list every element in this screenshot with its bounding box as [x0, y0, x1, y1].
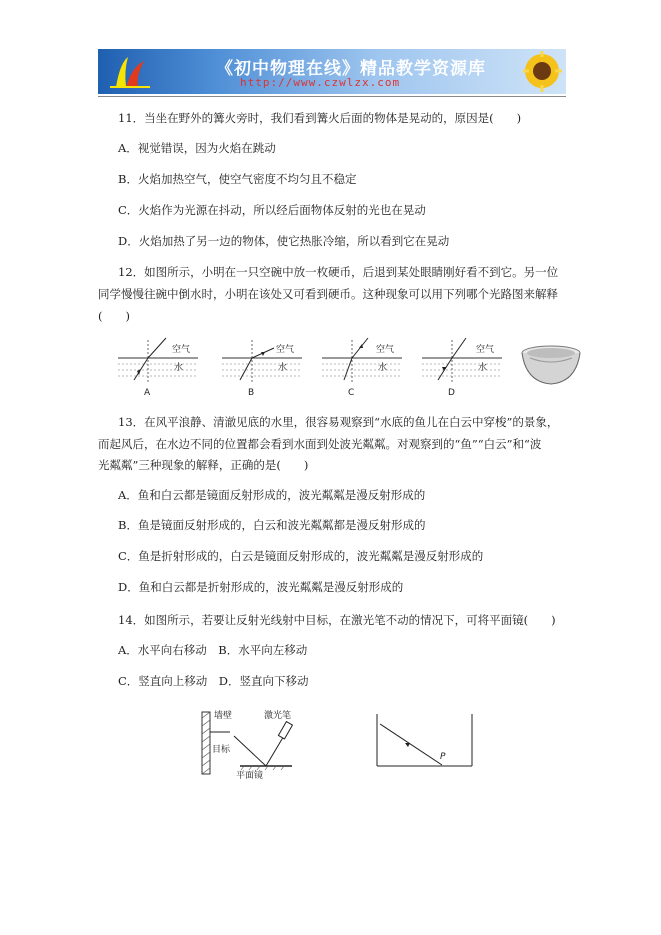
- q14-stem: 14．如图所示，若要让反射光线射中目标，在激光笔不动的情况下，可将平面镜( ): [118, 613, 556, 627]
- q12-b-water: 水: [278, 363, 288, 373]
- q12-a-letter: A: [144, 388, 151, 398]
- header-divider: [98, 96, 566, 97]
- q12-b-air: 空气: [276, 345, 295, 355]
- q12-c-water: 水: [378, 363, 388, 373]
- q12-d-letter: D: [448, 388, 455, 398]
- q14-mirror-label: 平面镜: [236, 771, 264, 781]
- q13-stem-line3: 光粼粼”三种现象的解释，正确的是( ): [98, 458, 309, 472]
- q13-option-a: A．鱼和白云都是镜面反射形成的，波光粼粼是漫反射形成的: [118, 488, 426, 502]
- q13-option-c: C．鱼是折射形成的，白云是镜面反射形成的，波光粼粼是漫反射形成的: [118, 549, 484, 563]
- q12-d-air: 空气: [476, 345, 495, 355]
- q11-option-c: C．火焰作为光源在抖动，所以经后面物体反射的光也在晃动: [118, 203, 426, 217]
- q12-figure-a: [118, 336, 198, 402]
- q12-figure-b: [222, 336, 302, 402]
- q11-option-a: A．视觉错误，因为火焰在跳动: [118, 141, 276, 155]
- q14-figure-geometry: [376, 712, 476, 772]
- q12-c-letter: C: [348, 388, 355, 398]
- banner-url[interactable]: http://www.czwlzx.com: [240, 76, 401, 89]
- q11-option-d: D．火焰加热了另一边的物体，使它热胀冷缩，所以看到它在晃动: [118, 234, 450, 248]
- header-banner: [98, 49, 566, 94]
- q14-options-line2: C．竖直向上移动 D．竖直向下移动: [118, 674, 309, 688]
- banner-title: 《初中物理在线》精品教学资源库: [216, 59, 486, 79]
- q12-c-air: 空气: [376, 345, 395, 355]
- q14-laser-label: 激光笔: [264, 711, 292, 721]
- q14-wall-label: 墙壁: [214, 711, 233, 721]
- q12-b-letter: B: [248, 388, 255, 398]
- q14-point-p: P: [440, 752, 446, 762]
- sunflower-icon: [520, 51, 564, 92]
- q13-option-d: D．鱼和白云都是折射形成的，波光粼粼是漫反射形成的: [118, 580, 404, 594]
- q12-figure-d: [422, 336, 502, 402]
- q12-figure-c: [322, 336, 402, 402]
- q12-d-water: 水: [478, 363, 488, 373]
- reflection-geometry-diagram: [376, 712, 476, 772]
- q11-option-b: B．火焰加热空气，使空气密度不均匀且不稳定: [118, 172, 357, 186]
- logo-icon: [106, 53, 154, 91]
- q12-a-air: 空气: [172, 345, 191, 355]
- q12-a-water: 水: [174, 363, 184, 373]
- q13-stem-line2: 而起风后，在水边不同的位置都会看到水面到处波光粼粼。对观察到的“鱼”“白云”和“波: [98, 437, 542, 451]
- q13-option-b: B．鱼是镜面反射形成的，白云和波光粼粼都是漫反射形成的: [118, 518, 426, 532]
- q13-stem-line1: 13．在风平浪静、清澈见底的水里，很容易观察到“水底的鱼儿在白云中穿梭”的景象，: [118, 415, 559, 429]
- q12-stem-line2: 同学慢慢往碗中倒水时，小明在该处又可看到硬币。这种现象可以用下列哪个光路图来解释: [98, 287, 558, 301]
- q12-stem-line3: ( ): [98, 309, 130, 323]
- bowl-icon: [520, 344, 582, 386]
- q11-stem: 11．当坐在野外的篝火旁时，我们看到篝火后面的物体是晃动的，原因是( ): [118, 111, 522, 125]
- q14-options-line1: A．水平向右移动 B．水平向左移动: [118, 643, 308, 657]
- q14-figure-laser: [200, 708, 310, 780]
- q14-target-label: 目标: [212, 745, 231, 755]
- q12-stem-line1: 12．如图所示，小明在一只空碗中放一枚硬币，后退到某处眼睛刚好看不到它。另一位: [118, 265, 559, 279]
